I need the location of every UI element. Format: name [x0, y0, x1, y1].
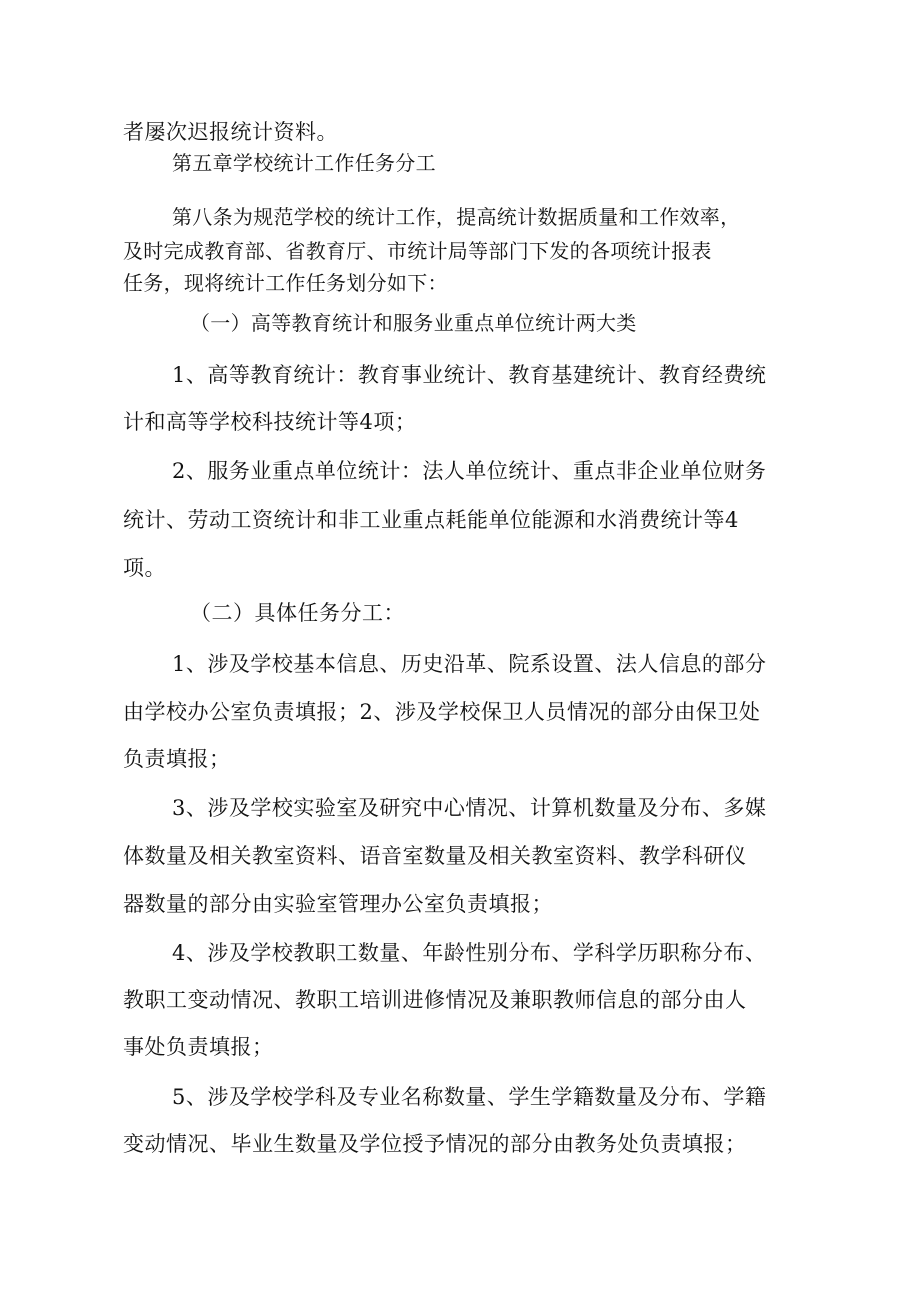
text-line-15: 负责填报； — [123, 747, 231, 771]
text-line-16: 3、涉及学校实验室及研究中心情况、计算机数量及分布、多媒 — [172, 796, 767, 820]
text-line-4: 及时完成教育部、省教育厅、市统计局等部门下发的各项统计报表 — [123, 239, 712, 263]
text-line-9: 2、服务业重点单位统计：法人单位统计、重点非企业单位财务 — [172, 459, 767, 483]
text-line-17: 体数量及相关教室资料、语音室数量及相关教室资料、教学科研仪 — [123, 844, 747, 868]
text-line-22: 5、涉及学校学科及专业名称数量、学生学籍数量及分布、学籍 — [172, 1085, 767, 1109]
text-line-5: 任务，现将统计工作任务划分如下： — [123, 271, 448, 295]
text-line-11: 项。 — [123, 556, 166, 580]
text-line-19: 4、涉及学校教职工数量、年龄性别分布、学科学历职称分布、 — [172, 941, 767, 965]
text-line-3: 第八条为规范学校的统计工作，提高统计数据质量和工作效率， — [172, 205, 741, 229]
text-line-23: 变动情况、毕业生数量及学位授予情况的部分由教务处负责填报； — [123, 1132, 747, 1156]
section-heading-2: （二）具体任务分工： — [190, 601, 405, 625]
text-line-10: 统计、劳动工资统计和非工业重点耗能单位能源和水消费统计等4 — [123, 508, 739, 532]
text-line-1: 者屡次迟报统计资料。 — [123, 120, 338, 144]
text-line-20: 教职工变动情况、教职工培训进修情况及兼职教师信息的部分由人 — [123, 988, 747, 1012]
section-heading-1: （一）高等教育统计和服务业重点单位统计两大类 — [190, 311, 637, 335]
text-line-8: 计和高等学校科技统计等4项； — [123, 410, 417, 434]
text-line-14: 由学校办公室负责填报；2、涉及学校保卫人员情况的部分由保卫处 — [123, 700, 761, 724]
text-line-13: 1、涉及学校基本信息、历史沿革、院系设置、法人信息的部分 — [172, 652, 767, 676]
text-line-18: 器数量的部分由实验室管理办公室负责填报； — [123, 892, 553, 916]
chapter-heading: 第五章学校统计工作任务分工 — [172, 151, 436, 175]
text-line-21: 事处负责填报； — [123, 1035, 274, 1059]
text-line-7: 1、高等教育统计：教育事业统计、教育基建统计、教育经费统 — [172, 363, 767, 387]
